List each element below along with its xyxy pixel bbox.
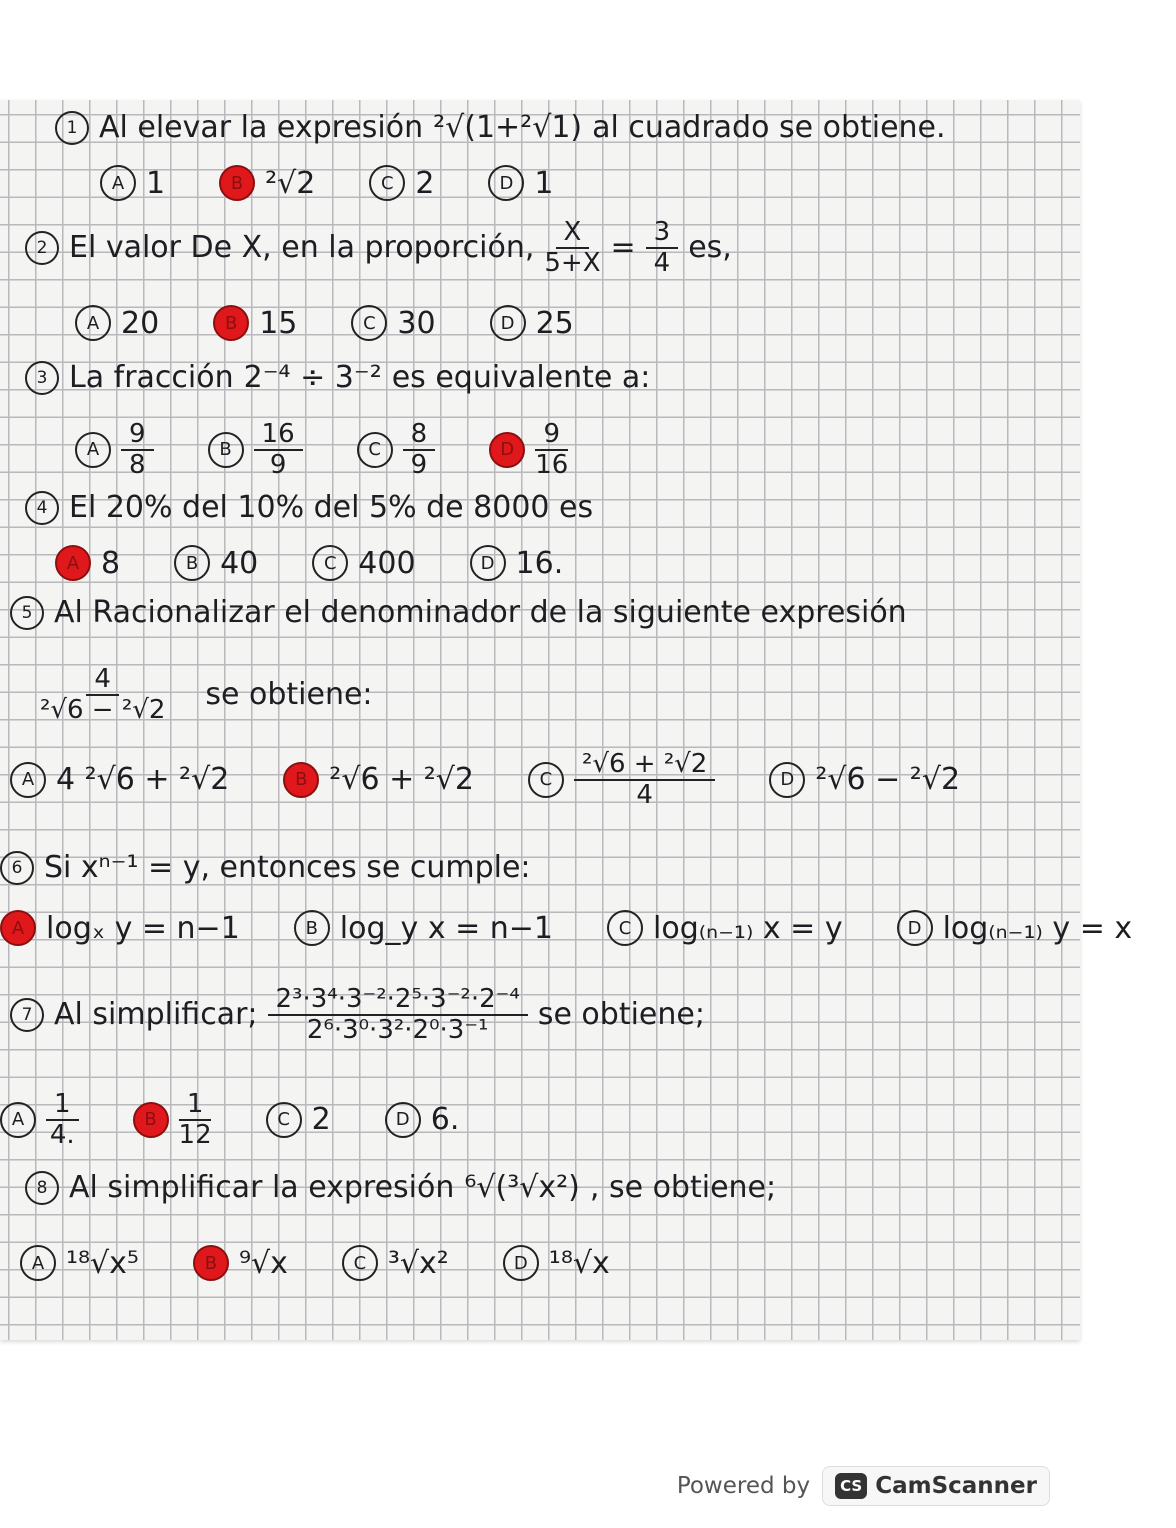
option-value: ²√2 [265, 165, 316, 201]
options-1 [100, 165, 598, 201]
options-6 [0, 910, 1176, 946]
option-c[interactable] [312, 545, 415, 581]
option-d[interactable] [470, 545, 564, 581]
answer-bubble[interactable]: D [490, 305, 526, 341]
option-fraction [403, 420, 436, 479]
option-value: 1 [146, 165, 166, 201]
option-fraction [574, 750, 715, 809]
question-text: El valor De X, en la proporción, [69, 230, 535, 266]
question-5-expression-row [40, 665, 373, 724]
selected-answer-bubble[interactable]: B [219, 165, 255, 201]
answer-bubble[interactable]: C [342, 1245, 378, 1281]
answer-bubble[interactable]: C [312, 545, 348, 581]
question-number: 8 [25, 1171, 59, 1205]
question-8 [25, 1170, 776, 1205]
options-3 [75, 420, 612, 479]
option-c[interactable] [357, 420, 436, 479]
option-a[interactable] [20, 1245, 139, 1281]
answer-bubble[interactable]: D [503, 1245, 539, 1281]
question-7 [10, 985, 705, 1044]
option-a[interactable] [75, 420, 154, 479]
selected-answer-bubble[interactable]: B [283, 762, 319, 798]
answer-bubble[interactable]: D [385, 1102, 421, 1138]
denominator: 8 [129, 449, 146, 480]
answer-bubble[interactable]: B [294, 910, 330, 946]
option-b[interactable] [208, 420, 303, 479]
answer-bubble[interactable]: C [357, 432, 393, 468]
selected-answer-bubble[interactable]: B [193, 1245, 229, 1281]
answer-bubble[interactable]: A [100, 165, 136, 201]
denominator: ²√6 − ²√2 [40, 694, 166, 725]
option-value: 40 [220, 545, 259, 581]
question-number: 7 [10, 998, 44, 1032]
answer-bubble[interactable]: A [10, 762, 46, 798]
option-value: ³√x² [387, 1245, 449, 1281]
option-d[interactable] [489, 420, 568, 479]
option-a[interactable] [0, 910, 240, 946]
question-5 [10, 595, 907, 630]
option-value: 1 [534, 165, 554, 201]
selected-answer-bubble[interactable]: D [489, 432, 525, 468]
options-5 [10, 750, 1004, 809]
option-value: 4 ²√6 + ²√2 [56, 762, 230, 798]
numerator: ²√6 + ²√2 [574, 750, 715, 781]
denominator: 2⁶·3⁰·3²·2⁰·3⁻¹ [306, 1014, 489, 1045]
answer-bubble[interactable]: C [369, 165, 405, 201]
question-fraction-2 [646, 218, 679, 277]
question-fraction [40, 665, 165, 724]
option-value: 30 [397, 305, 436, 341]
question-fraction [544, 218, 600, 277]
option-fraction [121, 420, 154, 479]
camscanner-badge [822, 1466, 1050, 1506]
question-expression: ⁶√(³√x²) [464, 1170, 580, 1205]
options-7 [0, 1090, 503, 1149]
question-tail: es, [688, 230, 732, 266]
question-tail: al cuadrado se obtiene. [592, 110, 946, 145]
selected-answer-bubble[interactable]: B [213, 305, 249, 341]
question-text: Al simplificar; [54, 997, 258, 1033]
option-b[interactable] [174, 545, 258, 581]
answer-bubble[interactable]: B [208, 432, 244, 468]
option-value: 2 [311, 1102, 331, 1138]
answer-bubble[interactable]: D [470, 545, 506, 581]
option-b[interactable] [283, 762, 474, 798]
option-value: 16. [515, 545, 564, 581]
numerator: 9 [535, 420, 568, 451]
option-value: log₍ₙ₋₁₎ x = y [653, 910, 843, 946]
question-tail: es equivalente a: [391, 360, 651, 395]
question-number: 3 [25, 361, 59, 395]
option-d[interactable] [503, 1245, 610, 1281]
selected-answer-bubble[interactable]: A [55, 545, 91, 581]
answer-bubble[interactable]: D [488, 165, 524, 201]
question-expression: 2⁻⁴ ÷ 3⁻² [243, 360, 382, 395]
denominator: 5+X [544, 247, 601, 278]
answer-bubble[interactable]: B [174, 545, 210, 581]
question-number: 4 [25, 491, 59, 525]
selected-answer-bubble[interactable]: A [0, 910, 36, 946]
option-value: 8 [101, 545, 121, 581]
denominator: 4 [653, 247, 671, 278]
option-d[interactable] [488, 165, 553, 201]
denominator: 9 [269, 449, 287, 480]
option-c[interactable] [369, 165, 434, 201]
option-b[interactable] [133, 1090, 212, 1149]
option-c[interactable] [342, 1245, 449, 1281]
numerator: 1 [179, 1090, 212, 1121]
option-value: 20 [121, 305, 160, 341]
numerator: 16 [254, 420, 303, 451]
question-number: 6 [0, 851, 34, 885]
answer-bubble[interactable]: D [897, 910, 933, 946]
question-number: 1 [55, 111, 89, 145]
option-c[interactable] [528, 750, 715, 809]
question-tail: , se obtiene; [589, 1170, 777, 1205]
question-tail: se obtiene: [205, 677, 373, 713]
option-value: ²√6 − ²√2 [815, 762, 961, 798]
option-a[interactable] [55, 545, 120, 581]
question-3 [25, 360, 650, 395]
answer-bubble[interactable]: C [607, 910, 643, 946]
question-6 [0, 850, 531, 885]
numerator: 3 [646, 218, 679, 249]
option-a[interactable] [75, 305, 159, 341]
question-text: La fracción [69, 360, 234, 395]
option-c[interactable] [266, 1102, 331, 1138]
options-2 [75, 305, 618, 341]
option-a[interactable] [100, 165, 165, 201]
numerator: X [556, 218, 590, 249]
answer-bubble[interactable]: C [266, 1102, 302, 1138]
option-value: ¹⁸√x [548, 1245, 610, 1281]
option-value: 25 [535, 305, 574, 341]
option-fraction [535, 420, 568, 479]
question-text: Al simplificar la expresión [69, 1170, 455, 1205]
question-text: Si xⁿ⁻¹ = y, entonces se cumple: [44, 850, 531, 885]
camscanner-brand: CamScanner [875, 1473, 1037, 1499]
option-b[interactable] [294, 910, 553, 946]
numerator: 1 [46, 1090, 79, 1121]
question-fraction [268, 985, 528, 1044]
denominator: 9 [410, 449, 428, 480]
option-d[interactable] [897, 910, 1133, 946]
options-8 [20, 1245, 654, 1281]
answer-bubble[interactable]: A [75, 305, 111, 341]
answer-bubble[interactable]: A [20, 1245, 56, 1281]
option-a[interactable] [0, 1090, 79, 1149]
option-value: ²√6 + ²√2 [329, 762, 474, 798]
denominator: 12 [178, 1119, 212, 1150]
option-d[interactable] [490, 305, 574, 341]
question-2 [25, 218, 732, 277]
answer-bubble[interactable]: A [0, 1102, 36, 1138]
question-1 [55, 110, 946, 145]
question-expression: ²√(1+²√1) [433, 110, 583, 145]
denominator: 4 [636, 779, 653, 810]
option-d[interactable] [769, 762, 960, 798]
answer-bubble[interactable]: C [351, 305, 387, 341]
option-value: ¹⁸√x⁵ [66, 1245, 139, 1281]
scanner-watermark [677, 1466, 1050, 1506]
option-d[interactable] [385, 1102, 460, 1138]
selected-answer-bubble[interactable]: B [133, 1102, 169, 1138]
equals-sign: = [610, 230, 636, 266]
option-value: 6. [430, 1102, 460, 1138]
question-number: 2 [25, 231, 59, 265]
option-value: 400 [358, 545, 416, 581]
question-text: Al Racionalizar el denominador de la siguiente expresión [54, 595, 907, 630]
numerator: 4 [86, 665, 119, 696]
option-b[interactable] [219, 165, 315, 201]
option-value: 15 [259, 305, 298, 341]
option-a[interactable] [10, 762, 229, 798]
option-b[interactable] [213, 305, 297, 341]
question-text: El 20% del 10% del 5% de 8000 es [69, 490, 594, 525]
question-tail: se obtiene; [537, 997, 705, 1033]
answer-bubble[interactable]: A [75, 432, 111, 468]
denominator: 4. [49, 1119, 75, 1150]
option-value: log_y x = n−1 [339, 910, 554, 946]
answer-bubble[interactable]: D [769, 762, 805, 798]
option-value: 2 [415, 165, 435, 201]
camscanner-logo-icon: CS [835, 1473, 867, 1499]
option-fraction [254, 420, 303, 479]
option-value: ⁹√x [238, 1245, 288, 1281]
question-text: Al elevar la expresión [99, 110, 424, 145]
powered-by-label: Powered by [676, 1473, 811, 1499]
answer-bubble[interactable]: C [528, 762, 564, 798]
numerator: 8 [403, 420, 436, 451]
question-number: 5 [10, 596, 44, 630]
option-b[interactable] [193, 1245, 288, 1281]
options-4 [55, 545, 607, 581]
numerator: 2³·3⁴·3⁻²·2⁵·3⁻²·2⁻⁴ [268, 985, 528, 1016]
numerator: 9 [121, 420, 154, 451]
option-value: logₓ y = n−1 [46, 910, 240, 946]
option-fraction [46, 1090, 79, 1149]
option-c[interactable] [607, 910, 843, 946]
option-fraction [179, 1090, 212, 1149]
option-value: log₍ₙ₋₁₎ y = x [942, 910, 1133, 946]
denominator: 16 [535, 449, 569, 480]
option-c[interactable] [351, 305, 435, 341]
question-4 [25, 490, 593, 525]
